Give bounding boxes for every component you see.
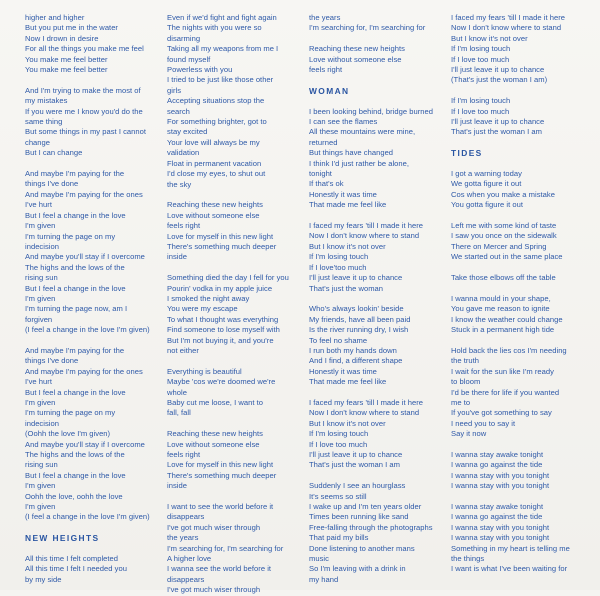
lyric-line: I faced my fears 'till I made it here [309, 221, 424, 231]
lyric-line: I want to see the world before it [167, 502, 274, 512]
song-title: WOMAN [309, 85, 350, 96]
lyric-line: Float in permanent vacation [167, 158, 262, 168]
lyric-line: (I feel a change in the love I'm given) [25, 325, 150, 335]
lyric-line: To what I thought was everything [167, 314, 279, 324]
lyric-line: feels right [309, 65, 343, 75]
title-gap [309, 96, 449, 106]
lyric-line: All these mountains were mine, [309, 127, 416, 137]
lyric-line: If you were me I know you'd do the [25, 106, 143, 116]
lyrics-column-2 [167, 13, 303, 596]
lyric-line: indecision [25, 241, 59, 251]
lyric-line: Love without someone else [309, 54, 402, 64]
lyric-line: disarming [167, 33, 201, 43]
lyric-line: feels right [167, 450, 201, 459]
lyric-line: So I'm leaving with a drink in [309, 564, 406, 574]
lyric-line: But I know it's not over [309, 241, 386, 251]
lyric-line: If I'm losing touch [451, 96, 511, 106]
lyric-line: You were my escape [167, 304, 238, 314]
lyric-line: I'd close my eyes, to shut out [167, 169, 266, 179]
lyric-line: I'll just leave it up to chance [451, 117, 545, 127]
lyric-line: I wanna mould in your shape, [451, 293, 551, 303]
lyric-line: But I can change [25, 148, 83, 158]
lyric-line: inside [167, 252, 187, 262]
lyric-line: I saw you once on the sidewalk [451, 231, 557, 241]
lyric-line: feels right [167, 221, 201, 231]
lyric-line: things I've done [25, 179, 79, 189]
stanza-gap [25, 75, 163, 85]
song-title: TIDES [451, 148, 483, 159]
stanza-gap [167, 419, 303, 429]
lyric-line: If I love'too much [309, 262, 367, 272]
lyric-line: And maybe I'm paying for the ones [25, 189, 143, 199]
lyrics-column-3 [309, 13, 449, 585]
lyric-line: And maybe I'm paying for the [25, 345, 125, 355]
lyric-line: whole [167, 387, 187, 397]
lyric-line: I'm turning the page on my [25, 231, 116, 241]
lyric-line: And I'm trying to make the most of [25, 85, 141, 95]
stanza-gap [309, 34, 449, 44]
lyric-line: If I'm losing touch [309, 429, 369, 439]
lyric-line: And maybe I'm paying for the [25, 169, 125, 179]
lyric-line: The highs and the lows of the [25, 450, 125, 460]
lyric-line: I wanna stay with you tonight [451, 522, 550, 532]
lyric-line: I run both my hands down [309, 345, 397, 355]
lyric-line: The nights with you were so [167, 23, 262, 33]
lyric-line: There on Mercer and Spring [451, 241, 547, 251]
lyric-line: If that's ok [309, 179, 344, 189]
lyric-line: But you put me in the water [25, 23, 118, 33]
lyric-line: Baby cut me loose, I want to [167, 397, 263, 407]
stanza-gap [309, 388, 449, 398]
lyric-line: But I feel a change in the love [25, 470, 126, 480]
lyric-line: You gave me reason to ignite [451, 304, 550, 314]
lyric-line: I know the weather could change [451, 314, 563, 324]
lyric-line: returned [309, 137, 338, 147]
lyric-line: Maybe 'cos we're doomed we're [167, 377, 276, 387]
lyric-line: Love for myself in this new light [167, 460, 274, 470]
lyric-line: (Oohh the love I'm given) [25, 429, 111, 439]
lyric-line: For something brighter, got to [167, 117, 267, 127]
lyric-line: I wanna stay awake tonight [451, 501, 544, 511]
lyric-line: Everything is beautiful [167, 366, 242, 376]
lyric-line: We gotta figure it out [451, 179, 522, 189]
lyric-line: Reaching these new heights [167, 200, 263, 210]
lyric-line: I wanna stay awake tonight [451, 449, 544, 459]
lyric-line: fall, fall [167, 408, 191, 418]
lyric-line: And maybe I'm paying for the ones [25, 366, 143, 376]
lyric-line: Now I don't know where to stand [309, 231, 420, 241]
lyric-line: change [25, 137, 51, 147]
stanza-gap [451, 263, 591, 273]
lyric-line: I faced my fears 'till I made it here [451, 13, 566, 22]
lyric-line: higher and higher [25, 13, 85, 22]
lyric-line: the sky [167, 179, 192, 189]
lyric-line: That made me feel like [309, 200, 387, 210]
lyric-line: But I'm not buying it, and you're [167, 335, 274, 345]
lyric-line: All this time I felt I needed you [25, 564, 127, 574]
lyric-line: I faced my fears 'till I made it here [309, 397, 424, 407]
lyric-line: music [309, 554, 329, 564]
lyric-line: disappears [167, 574, 205, 584]
lyric-line: There's something much deeper [167, 241, 277, 251]
lyric-line: by my side [25, 574, 62, 584]
lyric-line: But some things in my past I cannot [25, 127, 146, 137]
lyric-line: I'm given [25, 293, 56, 303]
stanza-gap [309, 294, 449, 304]
lyric-line: You make me feel better [25, 54, 108, 64]
lyric-line: I'm given [25, 397, 56, 407]
stanza-gap [167, 190, 303, 200]
lyric-line: I tried to be just like those other [167, 75, 274, 85]
lyric-line: Something died the day I fell for you [167, 273, 289, 283]
lyric-line: rising sun [25, 460, 58, 470]
lyric-line: I want is what I've been waiting for [451, 564, 568, 574]
lyric-line: my mistakes [25, 96, 68, 106]
lyric-line: validation [167, 148, 200, 158]
lyric-line: I can see the flames [309, 117, 378, 127]
lyric-line: Done listening to another mans [309, 543, 415, 553]
lyric-line: Is the river running dry, I wish [309, 325, 409, 335]
lyric-line: Find someone to lose myself with [167, 325, 280, 335]
stanza-gap [451, 492, 591, 502]
lyric-line: Oohh the love, oohh the love [25, 491, 123, 501]
lyric-line: Your love will always be my [167, 137, 260, 147]
lyric-line: (I feel a change in the love I'm given) [25, 512, 150, 522]
lyrics-column-1 [25, 13, 163, 585]
lyric-line: the years [167, 533, 199, 543]
lyric-line: But I know it's not over [451, 33, 528, 43]
lyric-line: disappears [167, 512, 205, 522]
lyric-line: If I love too much [309, 439, 368, 449]
lyric-line: Something in my heart is telling me [451, 543, 570, 553]
lyric-line: Times been running like sand [309, 512, 409, 522]
lyric-line: I wanna go against the tide [451, 512, 543, 522]
lyric-line: But I feel a change in the love [25, 387, 126, 397]
lyric-line: search [167, 106, 190, 116]
lyric-line: Now I drown in desire [25, 33, 99, 43]
lyric-line: It's seems so still [309, 491, 367, 501]
lyric-line: the years [309, 13, 341, 22]
lyric-line: We started out in the same place [451, 252, 563, 262]
lyric-line: tonight [309, 169, 332, 179]
lyric-line: Reaching these new heights [167, 429, 263, 439]
lyric-line: me to [451, 397, 471, 407]
lyric-line: I been looking behind, bridge burned [309, 106, 434, 116]
lyric-line: That's just the woman I am [451, 127, 543, 137]
lyric-line: And maybe you'll stay if I overcome [25, 252, 145, 262]
lyric-line: Suddenly I see an hourglass [309, 481, 406, 491]
lyric-line: I got a warning today [451, 169, 522, 179]
lyric-line: If you've got something to say [451, 408, 552, 418]
lyric-line: Even if we'd fight and fight again [167, 13, 277, 22]
lyric-line: forgiven [25, 314, 53, 324]
lyric-line: my hand [309, 574, 339, 584]
lyric-line: Cos when you make a mistake [451, 189, 555, 199]
lyric-line: If I'm losing touch [309, 252, 369, 262]
song-title: NEW HEIGHTS [25, 533, 100, 544]
lyric-line: to bloom [451, 377, 481, 387]
lyric-line: I've got much wiser through [167, 585, 261, 595]
lyric-line: Honestly it was time [309, 366, 377, 376]
lyric-line: I'll just leave it up to chance [309, 273, 403, 283]
stanza-gap [451, 86, 591, 96]
lyric-line: And I find, a different shape [309, 356, 403, 366]
title-gap [25, 544, 163, 554]
lyric-line: I'm turning the page on my [25, 408, 116, 418]
lyric-line: found myself [167, 54, 211, 64]
lyric-line: Left me with some kind of taste [451, 221, 557, 231]
lyric-line: Powerless with you [167, 65, 233, 75]
lyric-line: A higher love [167, 554, 212, 564]
stanza-gap [451, 336, 591, 346]
lyric-line: I've hurt [25, 377, 52, 387]
lyric-line: stay excited [167, 127, 208, 137]
lyric-line: I'm given [25, 502, 56, 512]
stanza-gap [167, 263, 303, 273]
lyric-line: I smoked the night away [167, 293, 250, 303]
lyric-line: I wanna stay with you tonight [451, 533, 550, 543]
lyric-line: To feel no shame [309, 335, 368, 345]
lyric-line: Pourin' vodka in my apple juice [167, 283, 273, 293]
lyric-line: That paid my bills [309, 533, 369, 543]
lyric-line: the truth [451, 356, 480, 366]
lyric-line: Free-falling through the photographs [309, 522, 433, 532]
lyric-line: things I've done [25, 356, 79, 366]
lyric-line: Take those elbows off the table [451, 273, 556, 283]
lyric-line: I need you to say it [451, 418, 516, 428]
stanza-gap [25, 523, 163, 533]
lyric-line: If I love too much [451, 106, 510, 116]
lyric-line: Who's always lookin' beside [309, 304, 404, 314]
title-gap [451, 159, 591, 169]
lyric-line: But I feel a change in the love [25, 210, 126, 220]
stanza-gap [451, 440, 591, 450]
lyric-line: But I feel a change in the love [25, 283, 126, 293]
stanza-gap [25, 336, 163, 346]
lyric-line: girls [167, 85, 182, 95]
lyric-line: (That's just the woman I am) [451, 75, 548, 85]
stanza-gap [309, 211, 449, 221]
lyric-line: You make me feel better [25, 65, 108, 75]
lyric-line: indecision [25, 418, 59, 428]
lyric-line: Say it now [451, 429, 487, 439]
lyric-line: I've hurt [25, 200, 52, 210]
lyric-line: I'll just leave it up to chance [451, 65, 545, 75]
stanza-gap [167, 492, 303, 502]
lyric-line: I'm turning the page now, am I [25, 304, 128, 314]
lyric-line: I wait for the sun like I'm ready [451, 366, 554, 376]
lyric-line: I wanna stay with you tonight [451, 481, 550, 491]
lyrics-column-4 [451, 13, 591, 575]
lyric-line: Now I don't know where to stand [309, 408, 420, 418]
lyric-line: Stuck in a permanent high tide [451, 325, 555, 335]
lyric-line: Love for myself in this new light [167, 231, 274, 241]
lyric-line: I wanna go against the tide [451, 460, 543, 470]
lyric-line: I'm given [25, 221, 56, 231]
lyric-line: Accepting situations stop the [167, 96, 265, 106]
lyric-line: All this time I felt completed [25, 554, 119, 564]
lyric-line: And maybe you'll stay if I overcome [25, 439, 145, 449]
lyric-line: Honestly it was time [309, 189, 377, 199]
lyric-line: But things have changed [309, 148, 394, 158]
stanza-gap [451, 283, 591, 293]
lyric-line: Taking all my weapons from me I [167, 44, 279, 54]
lyric-line: Hold back the lies cos I'm needing [451, 345, 567, 355]
lyric-line: rising sun [25, 273, 58, 283]
lyric-line: But I know it's not over [309, 418, 386, 428]
lyric-line: If I love too much [451, 54, 510, 64]
lyric-line: inside [167, 481, 187, 491]
lyric-line: That's just the woman [309, 283, 384, 293]
lyric-line: I'm given [25, 481, 56, 491]
stanza-gap [451, 211, 591, 221]
stanza-gap [25, 159, 163, 169]
lyric-line: That made me feel like [309, 377, 387, 387]
lyric-line: Reaching these new heights [309, 44, 405, 54]
lyric-line: If I'm losing touch [451, 44, 511, 54]
stanza-gap [167, 356, 303, 366]
lyric-line: I'd be there for life if you wanted [451, 387, 560, 397]
stanza-gap [309, 75, 449, 85]
lyric-line: I've got much wiser through [167, 522, 261, 532]
lyric-line: I'm searching for, I'm searching for [309, 23, 426, 33]
lyric-line: I wanna stay with you tonight [451, 470, 550, 480]
lyric-line: For all the things you make me feel [25, 44, 144, 54]
lyric-line: There's something much deeper [167, 470, 277, 480]
lyric-line: You gotta figure it out [451, 200, 523, 210]
lyric-line: My friends, have all been paid [309, 314, 411, 324]
lyric-line: The highs and the lows of the [25, 262, 125, 272]
lyric-line: the things [451, 553, 485, 563]
lyric-line: I wake up and I'm ten years older [309, 501, 422, 511]
lyric-line: I wanna see the world before it [167, 564, 272, 574]
lyric-line: not either [167, 345, 199, 355]
lyric-line: Love without someone else [167, 439, 260, 449]
stanza-gap [451, 138, 591, 148]
lyric-line: Now I don't know where to stand [451, 23, 562, 33]
lyric-line: Love without someone else [167, 210, 260, 220]
lyric-line: I'm searching for, I'm searching for [167, 543, 284, 553]
stanza-gap [309, 471, 449, 481]
lyric-line: I think I'd just rather be alone, [309, 158, 410, 168]
lyric-line: That's just the woman I am [309, 460, 401, 470]
lyric-line: same thing [25, 117, 63, 127]
lyric-line: I'll just leave it up to chance [309, 449, 403, 459]
